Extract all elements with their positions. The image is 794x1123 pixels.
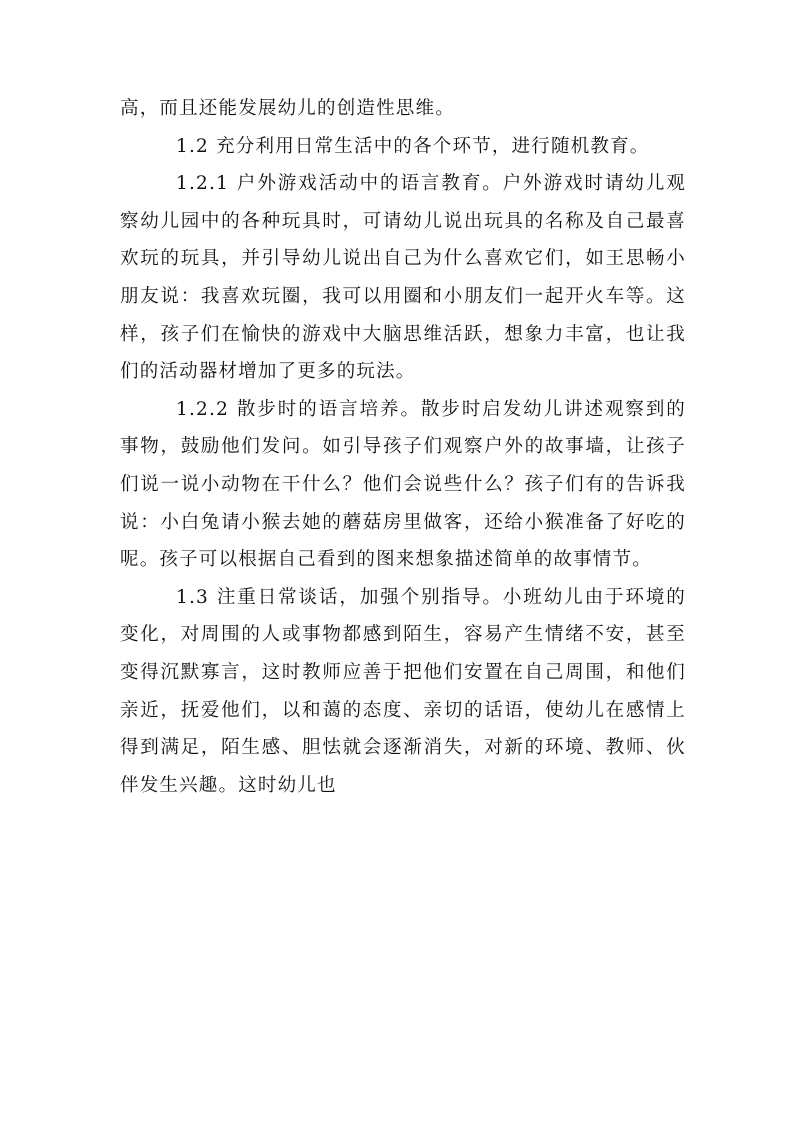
- body-text: [120, 90, 686, 804]
- heading-1-2: 1.2 充分利用日常生活中的各个环节，进行随机教育。: [176, 135, 650, 157]
- paragraph-1-2-1: 1.2.1 户外游戏活动中的语言教育。户外游戏时请幼儿观察幼儿园中的各种玩具时，可请幼儿说出玩具的名称及自己最喜欢玩的玩具，并引导幼儿说出自己为什么喜欢它们，如王思畅小朋友说：我喜欢玩圈，我可以用圈和小朋友们一起开火车等。这样，孩子们在愉快的游戏中大脑思维活跃，想象力丰富，也让我们的活动器材增加了更多的玩法。: [120, 173, 686, 383]
- paragraph-1-2-2: 1.2.2 散步时的语言培养。散步时启发幼儿讲述观察到的事物，鼓励他们发问。如引导孩子们观察户外的故事墙，让孩子们说一说小动物在干什么？他们会说些什么？孩子们有的告诉我说：小白兔请小猴去她的蘑菇房里做客，还给小猴准备了好吃的呢。孩子可以根据自己看到的图来想象描述简单的故事情节。: [120, 398, 686, 571]
- paragraph-continuation: 高，而且还能发展幼儿的创造性思维。: [120, 98, 455, 119]
- paragraph-1-3: 1.3 注重日常谈话，加强个别指导。小班幼儿由于环境的变化，对周围的人或事物都感到陌生，容易产生情绪不安，甚至变得沉默寡言，这时教师应善于把他们安置在自己周围，和他们亲近，抚爱他们，以和蔼的态度、亲切的话语，使幼儿在感情上得到满足，陌生感、胆怯就会逐渐消失，对新的环境、教师、伙伴发生兴趣。这时幼儿也: [120, 586, 686, 796]
